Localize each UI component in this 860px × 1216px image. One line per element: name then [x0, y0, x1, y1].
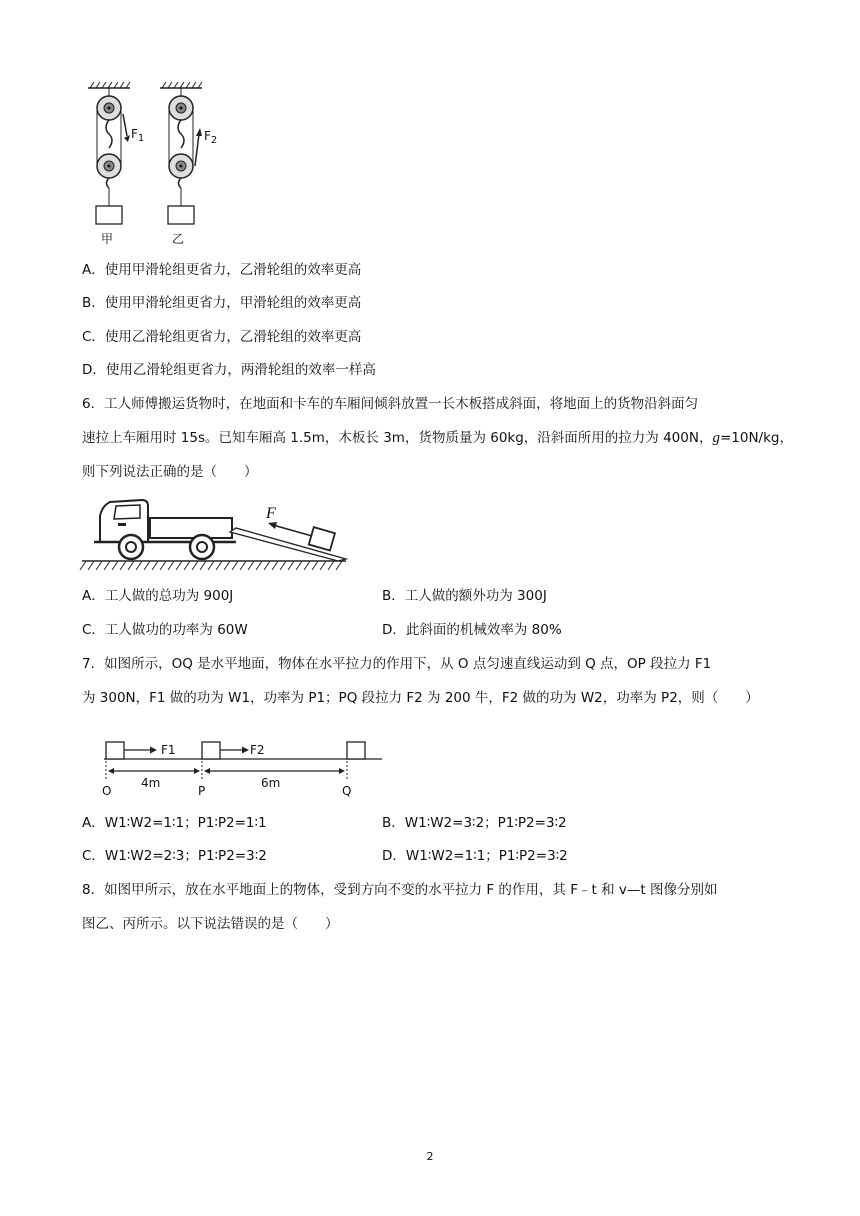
q7-stem-line2: 为 300N，F1 做的功为 W1，功率为 P1；PQ 段拉力 F2 为 200 牛，F2 做的功为 W2，功率为 P2，则（ ） — [82, 690, 759, 706]
q8-stem-line2: 图乙、丙所示。以下说法错误的是（ ） — [82, 916, 339, 932]
fig-label-jia: 甲 — [101, 232, 114, 246]
force-label-f: F — [266, 505, 276, 522]
q6-stem-line3: 则下列说法正确的是（ ） — [82, 464, 258, 480]
f1-arrow-label: F1 — [161, 743, 176, 757]
q6-option-c: C．工人做功的功率为 60W — [82, 622, 248, 638]
q7-stem-line1: 7．如图所示，OQ 是水平地面，物体在水平拉力的作用下，从 O 点匀速直线运动到 Q 点，OP 段拉力 F1 — [82, 656, 712, 672]
q6-option-b: B．工人做的额外功为 300J — [382, 588, 547, 604]
q7-option-a: A．W1∶W2=1∶1；P1∶P2=1∶1 — [82, 815, 267, 831]
q6-stem-line2: 速拉上车厢用时 15s。已知车厢高 1.5m，木板长 3m，货物质量为 60kg，沿斜面所用的拉力为 400N，g=10N/kg， — [82, 430, 793, 446]
q5-option-b: B．使用甲滑轮组更省力，甲滑轮组的效率更高 — [82, 295, 362, 311]
f2-arrow-label: F2 — [250, 743, 265, 757]
q7-option-c: C．W1∶W2=2∶3；P1∶P2=3∶2 — [82, 848, 267, 864]
truck-ramp-figure — [80, 492, 360, 577]
dist-pq-label: 6m — [261, 776, 281, 790]
dist-op-label: 4m — [141, 776, 161, 790]
q6-option-d: D．此斜面的机械效率为 80% — [382, 622, 562, 638]
q5-option-c: C．使用乙滑轮组更省力，乙滑轮组的效率更高 — [82, 329, 362, 345]
pulley-figure — [80, 78, 230, 248]
q5-option-a: A．使用甲滑轮组更省力，乙滑轮组的效率更高 — [82, 262, 362, 278]
point-o-label: O — [102, 784, 112, 798]
f2-label: $F_2$ — [204, 129, 218, 146]
q5-option-d: D．使用乙滑轮组更省力，两滑轮组的效率一样高 — [82, 362, 376, 378]
point-p-label: P — [198, 784, 206, 798]
q7-option-b: B．W1∶W2=3∶2；P1∶P2=3∶2 — [382, 815, 567, 831]
q6-option-a: A．工人做的总功为 900J — [82, 588, 234, 604]
page-number: 2 — [426, 1150, 434, 1163]
point-q-label: Q — [342, 784, 352, 798]
q6-stem-line1: 6．工人师傅搬运货物时，在地面和卡车的车厢间倾斜放置一长木板搭成斜面，将地面上的货物沿斜面匀 — [82, 396, 699, 412]
q7-option-d: D．W1∶W2=1∶1；P1∶P2=3∶2 — [382, 848, 568, 864]
q8-stem-line1: 8．如图甲所示，放在水平地面上的物体，受到方向不变的水平拉力 F 的作用，其 F﹣t 和 v—t 图像分别如 — [82, 882, 718, 898]
fig-label-yi: 乙 — [172, 232, 185, 246]
f1-label: $F_1$ — [131, 127, 145, 144]
